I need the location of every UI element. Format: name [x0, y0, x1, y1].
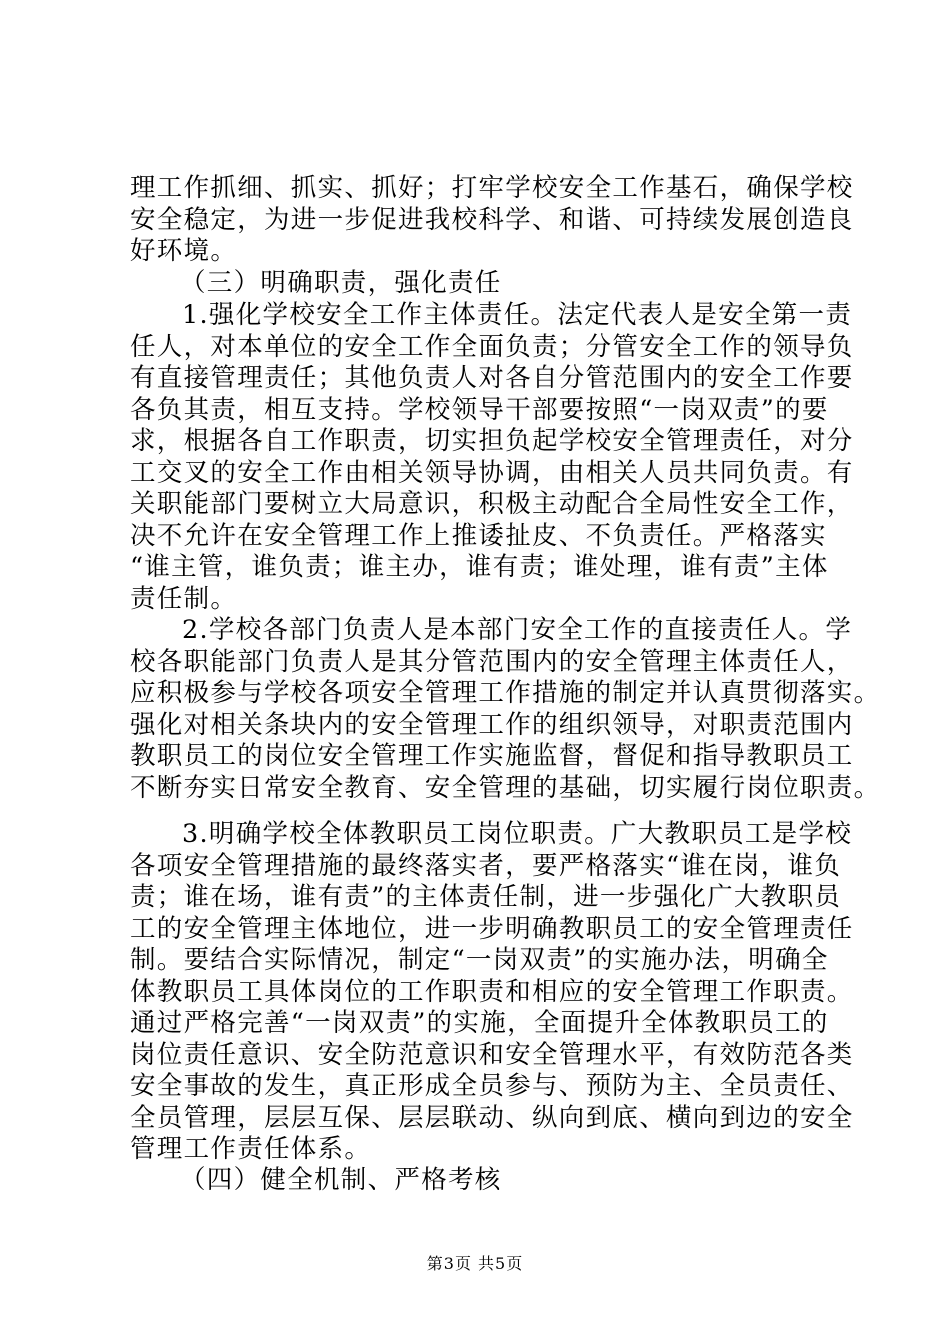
- text-line: 任人，对本单位的安全工作全面负责；分管安全工作的领导负: [130, 331, 854, 362]
- text-line: 安全事故的发生，真正形成全员参与、预防为主、全员责任、: [130, 1071, 854, 1101]
- text-line: 关职能部门要树立大局意识，积极主动配合全局性安全工作，: [130, 489, 854, 519]
- heading-text: （三）明确职责，强化责任: [180, 268, 502, 298]
- text-line: 有直接管理责任；其他负责人对各自分管范围内的安全工作要: [130, 363, 854, 393]
- paragraph-item-1: [130, 300, 854, 615]
- paragraph-item-2: [130, 615, 880, 804]
- text-line: 好环境。: [130, 236, 238, 266]
- text-line: 安全稳定，为进一步促进我校科学、和谐、可持续发展创造良: [130, 204, 854, 235]
- text-line: 责；谁在场，谁有责”的主体责任制，进一步强化广大教职员: [130, 882, 842, 912]
- section-heading-3: [180, 268, 502, 300]
- text-line: 求，根据各自工作职责，切实担负起学校安全管理责任，对分: [130, 426, 854, 456]
- text-line: 校各职能部门负责人是其分管范围内的安全管理主体责任人，: [130, 646, 854, 677]
- text-line: 决不允许在安全管理工作上推诿扯皮、不负责任。严格落实: [130, 520, 827, 551]
- text-line: 制。要结合实际情况，制定“一岗双责”的实施办法，明确全: [130, 945, 829, 975]
- paragraph-intro-continuation: [130, 173, 854, 268]
- heading-text: （四）健全机制、严格考核: [180, 1165, 502, 1195]
- text-line: 工交叉的安全工作由相关领导协调，由相关人员共同负责。有: [130, 457, 854, 488]
- text-line: 不断夯实日常安全教育、安全管理的基础，切实履行岗位职责。: [130, 772, 881, 803]
- text-line: 工的安全管理主体地位，进一步明确教职员工的安全管理责任: [130, 913, 854, 944]
- text-line: 应积极参与学校各项安全管理工作措施的制定并认真贯彻落实。: [130, 678, 881, 708]
- text-line: 理工作抓细、抓实、抓好；打牢学校安全工作基石，确保学校: [130, 173, 854, 203]
- text-line: 3.明确学校全体教职员工岗位职责。广大教职员工是学校: [182, 819, 853, 849]
- text-line: 体教职员工具体岗位的工作职责和相应的安全管理工作职责。: [130, 976, 854, 1007]
- text-line: 岗位责任意识、安全防范意识和安全管理水平，有效防范各类: [130, 1039, 854, 1070]
- text-line: 教职员工的岗位安全管理工作实施监督，督促和指导教职员工: [130, 741, 854, 771]
- page-footer: 第3页 共5页: [426, 1254, 524, 1273]
- text-line: 各负其责，相互支持。学校领导干部要按照“一岗双责”的要: [130, 394, 829, 425]
- section-heading-4: [180, 1165, 502, 1197]
- paragraph-item-3: [130, 819, 854, 1166]
- text-line: 管理工作责任体系。: [130, 1134, 372, 1164]
- text-line: 全员管理，层层互保、层层联动、纵向到底、横向到边的安全: [130, 1102, 854, 1133]
- text-line: “谁主管，谁负责；谁主办，谁有责；谁处理，谁有责”主体: [130, 552, 829, 582]
- text-line: 1.强化学校安全工作主体责任。法定代表人是安全第一责: [182, 300, 853, 330]
- text-line: 2.学校各部门负责人是本部门安全工作的直接责任人。学: [182, 615, 853, 645]
- text-line: 通过严格完善“一岗双责”的实施，全面提升全体教职员工的: [130, 1008, 829, 1038]
- text-line: 责任制。: [130, 583, 238, 614]
- text-line: 各项安全管理措施的最终落实者，要严格落实“谁在岗，谁负: [130, 850, 842, 881]
- text-line: 强化对相关条块内的安全管理工作的组织领导，对职责范围内: [130, 709, 854, 740]
